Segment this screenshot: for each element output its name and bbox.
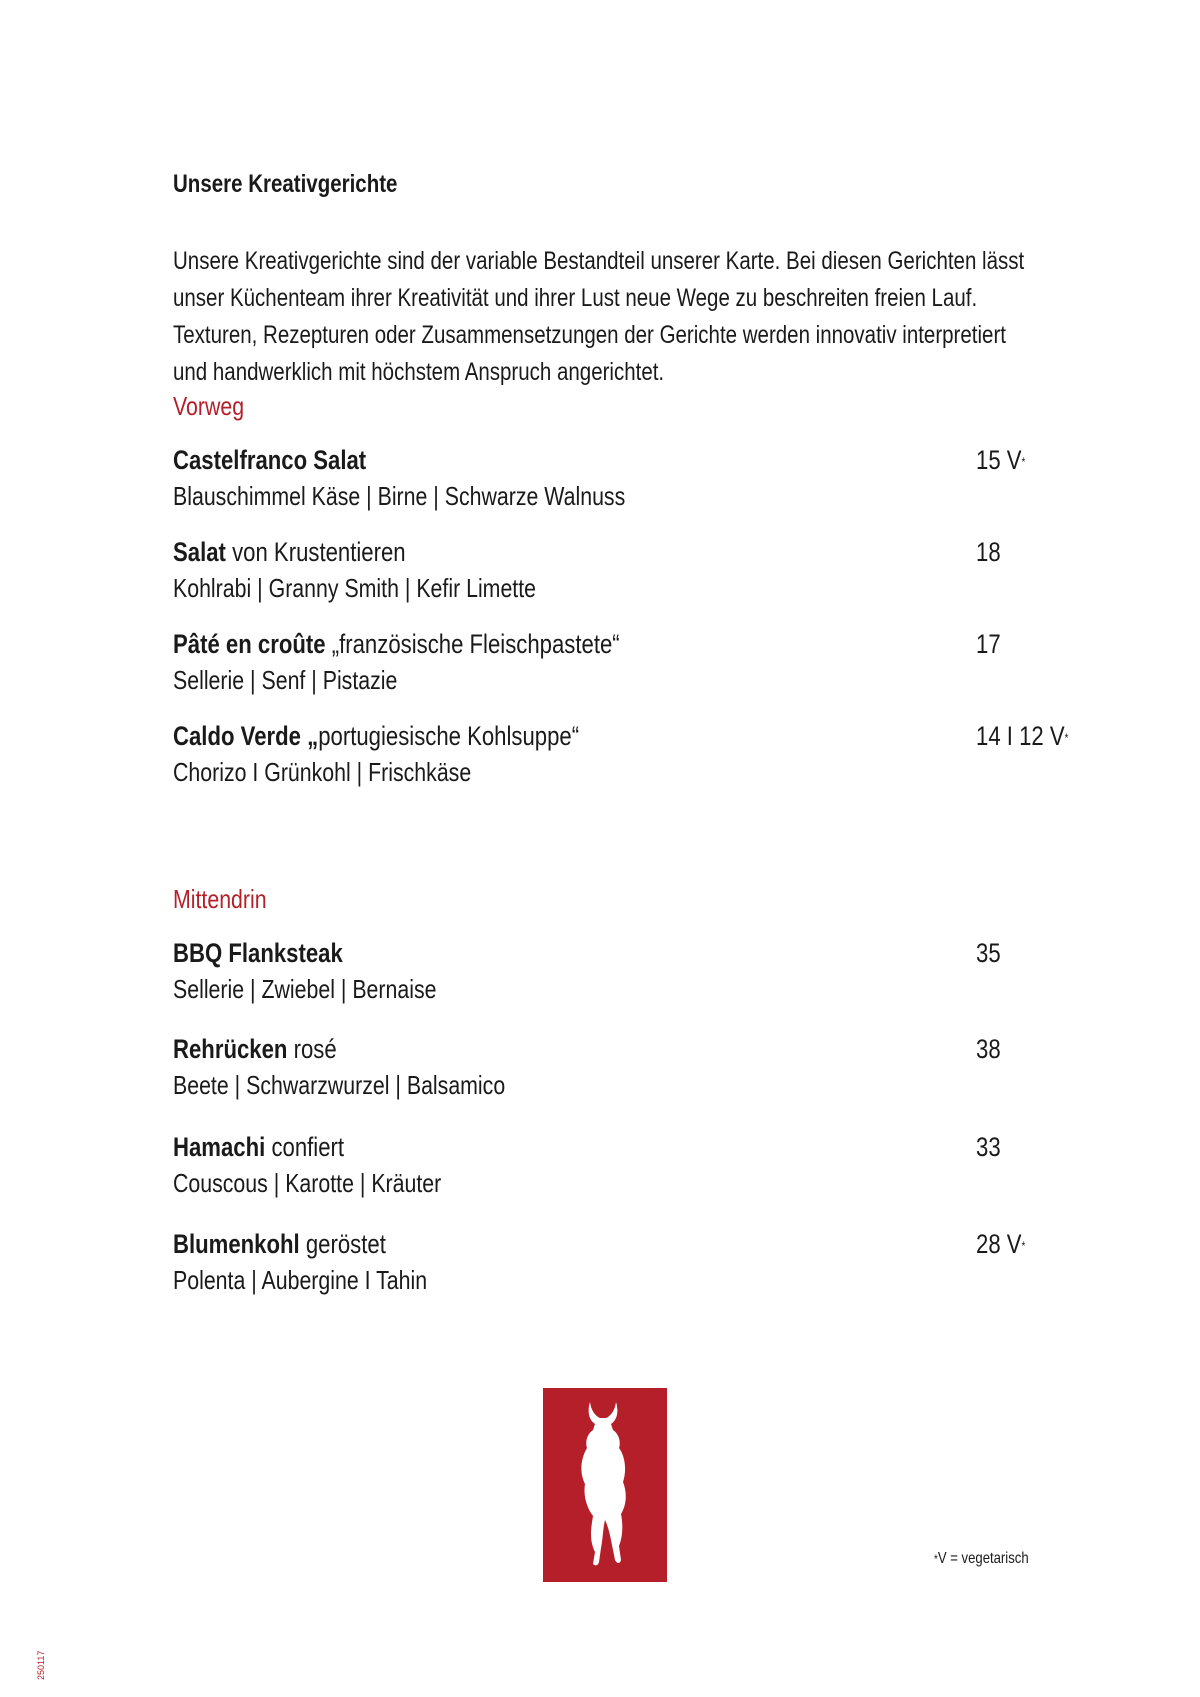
dish-description-text: Sellerie | Senf | Pistazie: [173, 665, 398, 695]
dish-description-text: Sellerie | Zwiebel | Bernaise: [173, 974, 437, 1004]
dish-name-rest: portugiesische Kohlsuppe“: [318, 721, 580, 751]
dish-description-text: Polenta | Aubergine I Tahin: [173, 1265, 428, 1295]
dish-price-text: 28 V: [976, 1229, 1022, 1259]
dish-description: [173, 972, 494, 1006]
menu-item: [173, 1032, 1073, 1112]
section-heading-text: Mittendrin: [173, 884, 267, 914]
dish-name: [173, 535, 457, 569]
dish-name-bold: Rehrücken: [173, 1034, 288, 1064]
vegetarian-marker: *: [1021, 1239, 1026, 1253]
dish-price-text: 33: [976, 1132, 1001, 1162]
dish-name-rest: rosé: [287, 1034, 337, 1064]
dish-description: [173, 755, 537, 789]
dish-price: [976, 1130, 1006, 1164]
dish-price-text: 15 V: [976, 445, 1022, 475]
intro-line: und handwerklich mit höchstem Anspruch angerichtet.: [173, 358, 665, 386]
section-heading-vorweg: [173, 391, 260, 422]
dish-name: [173, 443, 409, 477]
dish-price: [976, 443, 1036, 477]
dish-price-text: 14 I 12 V: [976, 721, 1065, 751]
bull-silhouette-icon: [543, 1388, 667, 1582]
dish-price-text: 35: [976, 938, 1001, 968]
dish-name-bold: Castelfranco Salat: [173, 445, 367, 475]
dish-name-rest: von Krustentieren: [225, 537, 406, 567]
dish-name: [173, 936, 380, 970]
page-title: [173, 170, 447, 199]
dish-price-text: 18: [976, 537, 1001, 567]
dish-description: [173, 1068, 578, 1102]
dish-description-text: Couscous | Karotte | Kräuter: [173, 1168, 442, 1198]
dish-description-text: Kohlrabi | Granny Smith | Kefir Limette: [173, 573, 537, 603]
dish-name: [173, 627, 718, 661]
dish-price: [976, 535, 1006, 569]
dish-name-bold: Salat: [173, 537, 226, 567]
section-heading-text: Vorweg: [173, 391, 245, 421]
dish-price: [976, 936, 1006, 970]
dish-name-bold: Blumenkohl: [173, 1229, 300, 1259]
dish-description: [173, 479, 725, 513]
dish-price: [976, 1032, 1006, 1066]
footnote-star: *: [934, 1552, 938, 1566]
dish-name: [173, 1032, 373, 1066]
dish-price-text: 38: [976, 1034, 1001, 1064]
dish-description-text: Beete | Schwarzwurzel | Balsamico: [173, 1070, 506, 1100]
print-code: 250117: [36, 1650, 46, 1680]
dish-name: [173, 1227, 433, 1261]
dish-description-text: Blauschimmel Käse | Birne | Schwarze Walnuss: [173, 481, 626, 511]
dish-name: [173, 1130, 382, 1164]
restaurant-logo: [543, 1388, 667, 1582]
menu-item: [173, 1227, 1073, 1307]
intro-text: [173, 243, 1200, 391]
dish-description-text: Chorizo I Grünkohl | Frischkäse: [173, 757, 472, 787]
page-title-text: Unsere Kreativgerichte: [173, 170, 398, 198]
menu-item: [173, 936, 1073, 1016]
menu-item: [173, 443, 1073, 523]
dish-description: [173, 663, 447, 697]
dish-price-text: 17: [976, 629, 1001, 659]
footnote-text: V = vegetarisch: [937, 1550, 1029, 1567]
vegetarian-marker: *: [1064, 731, 1069, 745]
dish-name-bold: Pâté en croûte: [173, 629, 326, 659]
menu-item: [173, 627, 1073, 707]
dish-description: [173, 1166, 500, 1200]
dish-name-rest: „französische Fleischpastete“: [325, 629, 620, 659]
dish-name-bold: BBQ Flanksteak: [173, 938, 343, 968]
intro-line: unser Küchenteam ihrer Kreativität und ihrer Lust neue Wege zu beschreiten freien Lauf.: [173, 284, 978, 312]
footnote-vegetarian: [934, 1550, 1049, 1568]
menu-item: [173, 719, 1073, 799]
dish-name-bold: Hamachi: [173, 1132, 266, 1162]
dish-name: [173, 719, 668, 753]
menu-item: [173, 535, 1073, 615]
dish-name-bold: Caldo Verde „: [173, 721, 319, 751]
dish-price: [976, 1227, 1036, 1261]
dish-description: [173, 571, 616, 605]
dish-name-rest: geröstet: [299, 1229, 386, 1259]
dish-price: [976, 719, 1089, 753]
dish-price: [976, 627, 1006, 661]
dish-description: [173, 1263, 483, 1297]
intro-line: Texturen, Rezepturen oder Zusammensetzungen der Gerichte werden innovativ interpretiert: [173, 321, 1006, 349]
vegetarian-marker: *: [1021, 455, 1026, 469]
section-heading-mittendrin: [173, 884, 287, 915]
dish-name-rest: confiert: [265, 1132, 345, 1162]
menu-item: [173, 1130, 1073, 1210]
intro-line: Unsere Kreativgerichte sind der variable Bestandteil unserer Karte. Bei diesen Gerichten lässt: [173, 247, 1025, 275]
